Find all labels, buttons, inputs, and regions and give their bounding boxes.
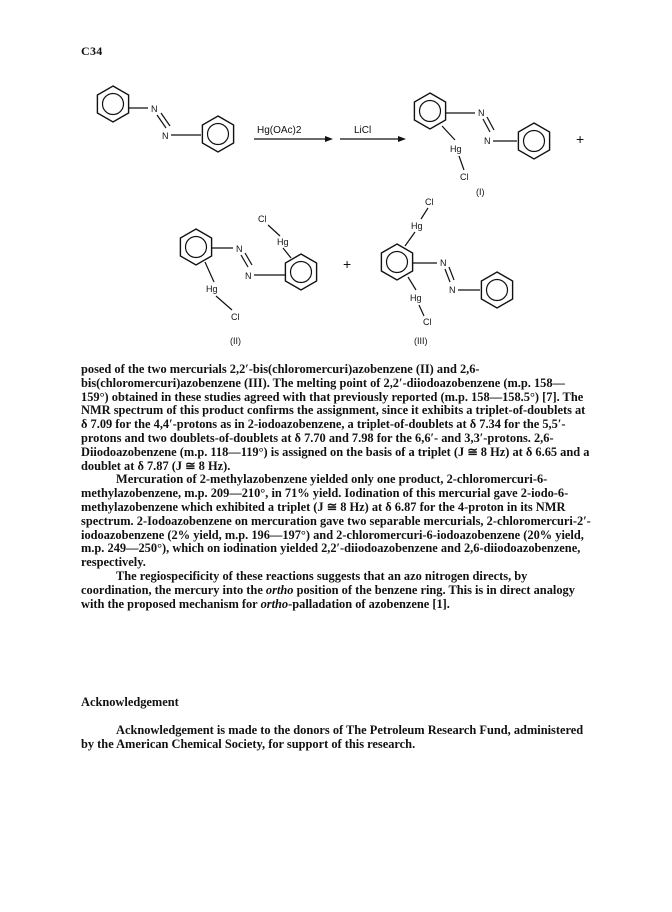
reaction-scheme: [0, 0, 672, 360]
page-number: C34: [81, 44, 103, 58]
n-label: N: [478, 108, 485, 118]
body-text: [81, 363, 591, 611]
plus-sign: +: [576, 131, 585, 147]
paragraph-3-part-c: -palladation of azobenzene [1].: [288, 596, 450, 611]
n-label: N: [236, 244, 243, 254]
hg-label: Hg: [410, 293, 422, 303]
compound-I-structure: [414, 93, 549, 197]
ortho-italic: ortho: [260, 596, 289, 611]
paragraph-1: posed of the two mercurials 2,2′-bis(chloromercuri)azobenzene (II) and 2,6-bis(chloromercuri)azobenzene (III). The melting point of 2,2′-diiodoazobenzene (m.p. 158—159°) obtained in these studies agreed with that previously reported (m.p. 158—158.5°) [7]. The NMR spectrum of this product confirms the assignment, since it exhibits a triplet-of-doublets at δ 7.09 for the 4,4′-protons as in 2-iodoazobenzene, a triplet-of-doublets at δ 7.34 for the 5,5′-protons and two doublets-of-doublets at δ 7.70 and 7.98 for the 6,6′- and 3,3′-protons. 2,6-Diiodoazobenzene (m.p. 118—119°) is assigned on the basis of a triplet (J ≅ 8 Hz) at δ 6.65 and a doublet at δ 7.87 (J ≅ 8 Hz).: [81, 362, 590, 473]
n-label: N: [245, 271, 252, 281]
cl-label: Cl: [258, 214, 267, 224]
cl-label: Cl: [423, 317, 432, 327]
reagent-licl: LiCl: [354, 125, 372, 136]
ortho-italic: ortho: [265, 582, 294, 597]
n-label: N: [162, 131, 169, 141]
acknowledgement-heading: Acknowledgement: [81, 695, 179, 709]
n-label: N: [440, 258, 447, 268]
compound-III-label: (III): [414, 336, 428, 346]
hg-label: Hg: [411, 221, 423, 231]
cl-label: Cl: [460, 172, 469, 182]
cl-label: Cl: [425, 197, 434, 207]
acknowledgement-text: Acknowledgement is made to the donors of The Petroleum Research Fund, administered by the American Chemical Society, for support of this research.: [81, 723, 584, 751]
paragraph-3-part-a: The regiospecificity of these reactions suggests that an azo nitrogen directs, by coordination, the mercury into the: [81, 568, 528, 597]
hg-label: Hg: [277, 237, 289, 247]
compound-I-label: (I): [476, 187, 485, 197]
reaction-arrows: [254, 125, 406, 142]
hg-label: Hg: [450, 144, 462, 154]
n-label: N: [484, 136, 491, 146]
compound-II-label: (II): [230, 336, 241, 346]
hg-label: Hg: [206, 284, 218, 294]
cl-label: Cl: [231, 312, 240, 322]
plus-sign: +: [343, 256, 352, 272]
azobenzene-structure: [97, 86, 233, 152]
reagent-hg-oac2: Hg(OAc)2: [257, 125, 302, 136]
n-label: N: [151, 104, 158, 114]
paragraph-2: Mercuration of 2-methylazobenzene yielded only one product, 2-chloromercuri-6-methylazobenzene, m.p. 209—210°, in 71% yield. Iodination of this mercurial gave 2-iodo-6-methylazobenzene which exhibited a triplet (J ≅ 8 Hz) at δ 6.87 for the 4-proton in its NMR spectrum. 2-Iodoazobenzene on mercuration gave two separable mercurials, 2-chloromercuri-2′-iodoazobenzene (2% yield, m.p. 196—197°) and 2-chloromercuri-6-iodoazobenzene (20% yield, m.p. 249—250°), which on iodination yielded 2,2′-diiodoazobenzene and 2,6-diiodoazobenzene, respectively.: [81, 472, 591, 570]
n-label: N: [449, 285, 456, 295]
compound-III-structure: [381, 197, 512, 346]
paragraph-3: [81, 570, 591, 611]
compound-II-structure: [180, 214, 316, 346]
paragraph-3-part-b: position of the benzene ring. This is in direct analogy with the proposed mechanism for: [81, 582, 575, 611]
